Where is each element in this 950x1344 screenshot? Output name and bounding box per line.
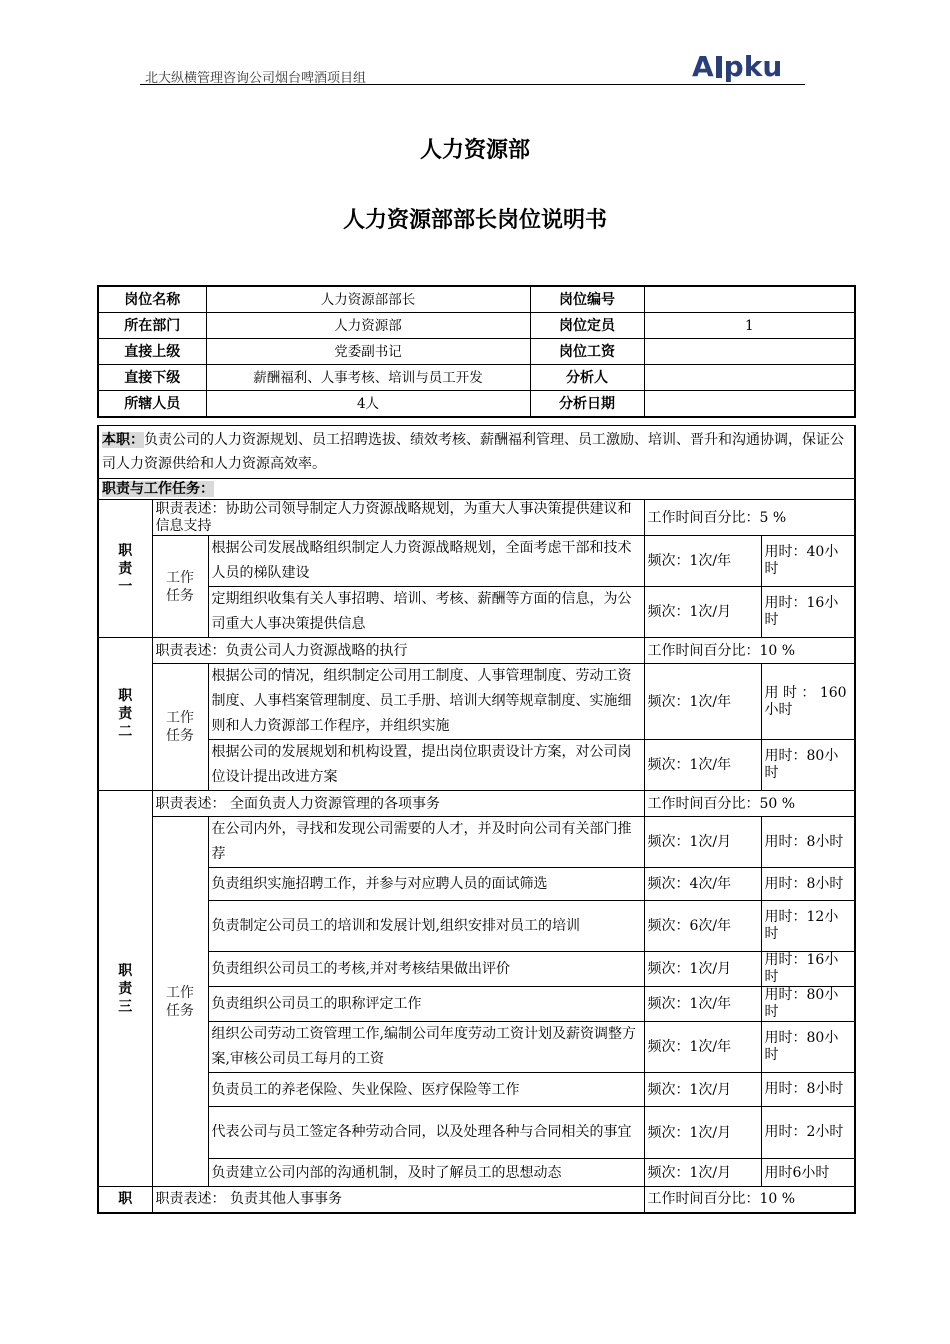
duty-3-task-9-freq: 频次：1次/月: [644, 1159, 761, 1187]
duty-2-task-2-freq: 频次：1次/年: [644, 740, 761, 791]
duties-header-row: [98, 479, 855, 500]
duty-3-task-3-freq: 频次：6次/年: [644, 901, 761, 952]
department-title: 人力资源部: [419, 138, 530, 163]
superior-value: 党委副书记: [206, 339, 530, 365]
duty-3-task-4-text: 负责组织公司员工的考核,并对考核结果做出评价: [208, 952, 644, 987]
duty-3-task-1-freq: 频次：1次/月: [644, 817, 761, 868]
duty-2-desc: 职责表述：负责公司人力资源战略的执行: [152, 638, 644, 664]
staff-value: 4人: [206, 391, 530, 418]
duty-3-task-6-text: 组织公司劳动工资管理工作,编制公司年度劳动工资计划及薪资调整方案,审核公司员工每月的工资: [208, 1022, 644, 1073]
duty-3-task-5-time: 用时：80小时: [761, 987, 855, 1022]
document-title: 人力资源部部长岗位说明书: [342, 208, 607, 233]
analyst-value: [644, 365, 855, 391]
duty-1-task-2-time: 用时：16小时: [761, 587, 855, 638]
duty-4-desc: 职责表述： 负责其他人事事务: [152, 1187, 644, 1213]
quota-value: 1: [644, 313, 855, 339]
dept-value: 人力资源部: [206, 313, 530, 339]
staff-label: 所辖人员: [98, 391, 206, 418]
duty-4-label: 职: [98, 1187, 152, 1213]
quota-label: 岗位定员: [530, 313, 644, 339]
header-company: 北大纵横管理咨询公司烟台啤酒项目组: [145, 71, 367, 86]
duties-header: 职责与工作任务：: [102, 481, 214, 497]
company-logo: A pku: [692, 50, 783, 83]
position-no-label: 岗位编号: [530, 286, 644, 313]
duty-main-label: 本职：: [102, 432, 144, 448]
subordinate-value: 薪酬福利、人事考核、培训与员工开发: [206, 365, 530, 391]
duty-1-task-1-text: 根据公司发展战略组织制定人力资源战略规划，全面考虑干部和技术人员的梯队建设: [208, 536, 644, 587]
position-name-label: 岗位名称: [98, 286, 206, 313]
duty-3-task-4-time: 用时：16小时: [761, 952, 855, 987]
position-no-value: [644, 286, 855, 313]
duty-3-task-6-time: 用时：80小时: [761, 1022, 855, 1073]
duty-3-task-3-text: 负责制定公司员工的培训和发展计划,组织安排对员工的培训: [208, 901, 644, 952]
duty-3-task-9-time: 用时6小时: [761, 1159, 855, 1187]
position-name-value: 人力资源部部长: [206, 286, 530, 313]
duty-1-task-1-freq: 频次：1次/年: [644, 536, 761, 587]
duty-3-task-4-freq: 频次：1次/月: [644, 952, 761, 987]
duty-main-row: [98, 426, 855, 479]
salary-label: 岗位工资: [530, 339, 644, 365]
duty-1-task-2-text: 定期组织收集有关人事招聘、培训、考核、薪酬等方面的信息，为公司重大人事决策提供信息: [208, 587, 644, 638]
duty-1-task-label: 工作 任务: [152, 536, 208, 638]
salary-value: [644, 339, 855, 365]
date-label: 分析日期: [530, 391, 644, 418]
subordinate-label: 直接下级: [98, 365, 206, 391]
duty-3-pct: 工作时间百分比：50 %: [644, 791, 855, 817]
duty-3-task-1-time: 用时：8小时: [761, 817, 855, 868]
date-value: [644, 391, 855, 418]
duty-1-label: 职 责 一: [98, 500, 152, 638]
duty-3-label: 职 责 三: [98, 791, 152, 1187]
duty-3-task-8-time: 用时：2小时: [761, 1107, 855, 1159]
duty-3-task-7-time: 用时：8小时: [761, 1073, 855, 1107]
duty-3-task-label: 工作 任务: [152, 817, 208, 1187]
duty-3-task-7-text: 负责员工的养老保险、失业保险、医疗保险等工作: [208, 1073, 644, 1107]
duty-2-task-2-text: 根据公司的发展规划和机构设置，提出岗位职责设计方案，对公司岗位设计提出改进方案: [208, 740, 644, 791]
duty-3-task-2-time: 用时：8小时: [761, 868, 855, 901]
duty-3-task-7-freq: 频次：1次/月: [644, 1073, 761, 1107]
analyst-label: 分析人: [530, 365, 644, 391]
duty-3-task-2-freq: 频次：4次/年: [644, 868, 761, 901]
duty-3-task-9-text: 负责建立公司内部的沟通机制，及时了解员工的思想动态: [208, 1159, 644, 1187]
duty-1-task-1-time: 用时：40小时: [761, 536, 855, 587]
duty-main-text: 负责公司的人力资源规划、员工招聘选拔、绩效考核、薪酬福利管理、员工激励、培训、晋升和沟通协调，保证公司人力资源供给和人力资源高效率。: [102, 432, 844, 472]
duty-1-pct: 工作时间百分比：5 %: [644, 500, 855, 536]
duty-1-desc: 职责表述：协助公司领导制定人力资源战略规划，为重大人事决策提供建议和信息支持: [152, 500, 644, 536]
duty-3-task-8-text: 代表公司与员工签定各种劳动合同，以及处理各种与合同相关的事宜: [208, 1107, 644, 1159]
duty-3-task-3-time: 用时：12小时: [761, 901, 855, 952]
duty-2-task-label: 工作 任务: [152, 664, 208, 791]
position-info-table: [97, 285, 856, 418]
duty-3-task-5-freq: 频次：1次/年: [644, 987, 761, 1022]
duty-2-task-1-text: 根据公司的情况，组织制定公司用工制度、人事管理制度、劳动工资制度、人事档案管理制度、员工手册、培训大纲等规章制度、实施细则和人力资源部工作程序，并组织实施: [208, 664, 644, 740]
duty-2-label: 职 责 二: [98, 638, 152, 791]
superior-label: 直接上级: [98, 339, 206, 365]
duty-1-task-2-freq: 频次：1次/月: [644, 587, 761, 638]
duty-3-task-8-freq: 频次：1次/月: [644, 1107, 761, 1159]
duty-3-task-1-text: 在公司内外，寻找和发现公司需要的人才，并及时向公司有关部门推荐: [208, 817, 644, 868]
duty-2-pct: 工作时间百分比：10 %: [644, 638, 855, 664]
duty-3-task-2-text: 负责组织实施招聘工作，并参与对应聘人员的面试筛选: [208, 868, 644, 901]
dept-label: 所在部门: [98, 313, 206, 339]
header-divider: [140, 84, 805, 85]
duty-3-task-6-freq: 频次：1次/年: [644, 1022, 761, 1073]
duty-3-desc: 职责表述： 全面负责人力资源管理的各项事务: [152, 791, 644, 817]
duties-table: [97, 425, 856, 1214]
duty-3-task-5-text: 负责组织公司员工的职称评定工作: [208, 987, 644, 1022]
duty-2-task-1-freq: 频次：1次/年: [644, 664, 761, 740]
duty-2-task-1-time: 用 时 ： 160小时: [761, 664, 855, 740]
duty-4-pct: 工作时间百分比：10 %: [644, 1187, 855, 1213]
duty-2-task-2-time: 用时：80小时: [761, 740, 855, 791]
